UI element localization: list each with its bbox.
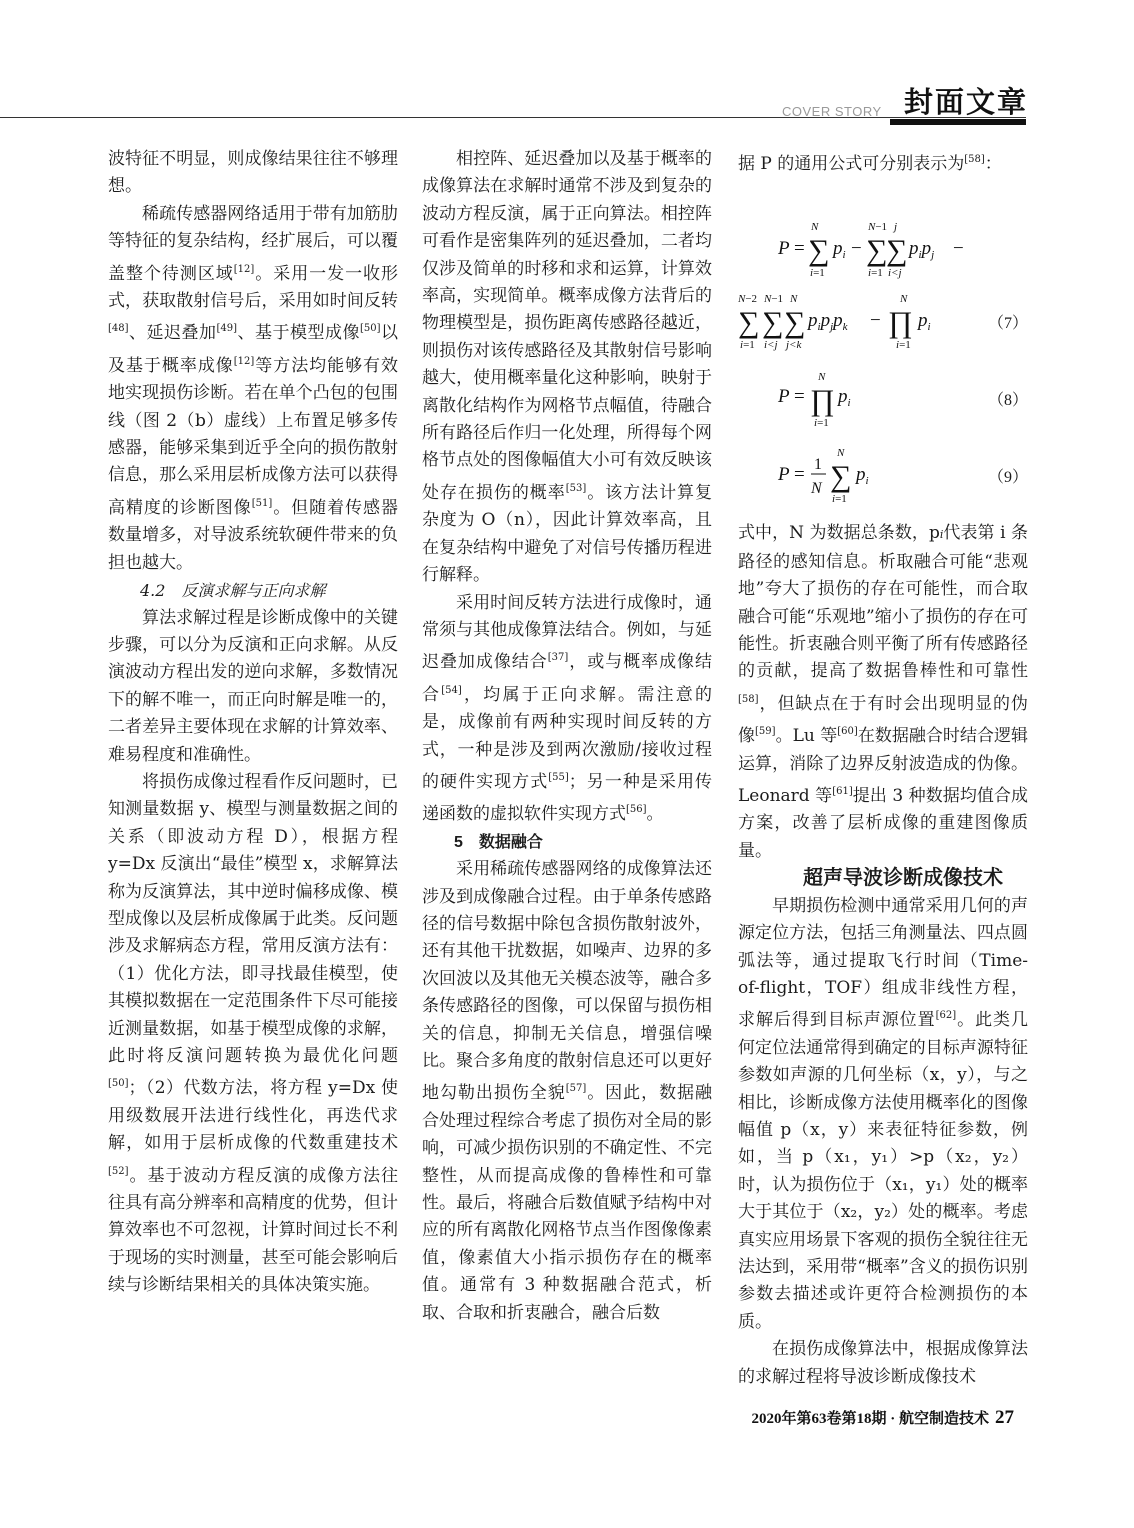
citation: [53] (565, 482, 587, 494)
citation: [49] (216, 323, 238, 335)
svg-text:N−1: N−1 (764, 293, 784, 306)
equation-block (738, 184, 1028, 516)
equation-number: （9） (987, 469, 1028, 487)
svg-text:i<j: i<j (888, 267, 902, 280)
svg-text:∏: ∏ (810, 384, 835, 418)
svg-text:∑: ∑ (886, 234, 908, 268)
paragraph (738, 893, 1028, 1337)
svg-text:N: N (837, 447, 845, 460)
text: 。 (646, 804, 664, 825)
svg-text:N: N (811, 221, 819, 234)
svg-text:pipj: $p_ip_j$ (909, 238, 935, 262)
equations-graphic (738, 184, 1028, 516)
text: ；另一种是采用传递函数的虚拟软件实现方式 (422, 771, 712, 825)
text: 。因此，数据融合处理过程综合考虑了损伤对全局的影响，可减少损伤识别的不确定性、不完整性，从而提高成像的鲁棒性和可靠性。最后，将融合后数值赋予结构中对应的所有离散化网格节点当作图像像素值，像素值大小指示损伤存在的概率值。通常有 3 种数据融合范式，析取、合取和折衷融合，融合后数 (422, 1083, 713, 1323)
section-heading: 5 数据融合 (454, 833, 543, 851)
svg-text:−: − (870, 310, 881, 332)
citation: [54] (441, 684, 462, 696)
citation: [12] (233, 355, 255, 367)
citation: [51] (251, 497, 273, 509)
citation: [50] (359, 323, 381, 335)
citation: [12] (233, 263, 255, 275)
text: 采用稀疏传感器网络的成像算法还涉及到成像融合过程。由于单条传感路径的信号数据中除包含损伤散射波外，还有其他干扰数据，如噪声、边界的多次回波以及其他无关模态波等，融合多条传感路径的图像，可以保留与损伤相关的信息，抑制无关信息，增强信噪比。聚合多角度的散射信息还可以更好地勾勒出损伤全貌 (422, 859, 712, 1104)
text: 早期损伤检测中通常采用几何的声源定位方法，包括三角测量法、四点圆弧法等，通过提取飞行时间（Time-of-flight，TOF）组成非线性方程，求解后得到目标声源位置 (738, 895, 1028, 1031)
paragraph (108, 201, 398, 577)
text: ： (984, 154, 1002, 174)
citation: [62] (935, 1010, 957, 1022)
citation: [37] (547, 652, 569, 664)
paragraph (108, 605, 398, 769)
svg-text:j: j (894, 221, 898, 234)
citation: [59] (755, 726, 776, 738)
cover-story-label: COVER STORY (782, 104, 882, 119)
svg-text:N−2: N−2 (738, 293, 758, 306)
paragraph (108, 146, 398, 201)
citation: [48] (108, 323, 129, 335)
citation: [58] (738, 693, 759, 705)
paragraph (738, 1336, 1028, 1391)
text: 采用时间反转方法进行成像时，通常须与其他成像算法结合。例如，与延迟叠加成像结合 (422, 592, 712, 673)
journal-info: 2020年第63卷第18期 · 航空制造技术 (751, 1411, 989, 1427)
svg-text:N: N (900, 293, 908, 306)
text: 代表第 i 条路径的感知信息。析取融合可能“悲观地”夸大了损伤的存在可能性，而合取融合可能“乐观地”缩小了损伤的存在可能性。折衷融合则平衡了所有传感路径的贡献，提高了数据鲁棒性和可靠性 (738, 523, 1028, 682)
paragraph (422, 146, 712, 590)
svg-text:∑: ∑ (808, 234, 830, 268)
paragraph (422, 590, 712, 829)
text: ，均属于正向求解。需注意的是，成像前有两种实现时间反转的方式，一种是涉及到两次激励/接收过程的硬件实现方式 (422, 684, 713, 792)
text: 据 P 的通用公式可分别表示为 (738, 154, 965, 174)
text: 相控阵、延迟叠加以及基于概率的成像算法在求解时通常不涉及到复杂的波动方程反演，属于正向算法。相控阵可看作是密集阵列的延迟叠加，二者均仅涉及简单的时移和求和运算，计算效率高，实现简单。概率成像方法背后的物理模型是，损伤距离传感路径越近，则损伤对该传感路径及其散射信号影响越大，使用概率量化这种影响，映射于离散化结构作为网格节点幅值，待融合所有路径后作归一化处理，所得每个网格节点处的图像幅值大小可有效反映该处存在损伤的概率 (422, 149, 712, 503)
citation: [60] (837, 726, 858, 738)
svg-text:P: P (778, 464, 790, 486)
svg-text:∑: ∑ (784, 306, 806, 340)
svg-text:pi: $p_i$ (918, 310, 931, 334)
svg-text:∑: ∑ (866, 234, 888, 268)
svg-text:−: − (953, 238, 964, 260)
svg-text:i=1: i=1 (810, 267, 825, 280)
text: 以及基于概率成像 (108, 323, 399, 376)
text: 稀疏传感器网络适用于带有加筋肋等特征的复杂结构，经扩展后，可以覆盖整个待测区域 (108, 203, 398, 284)
svg-text:i<j: i<j (764, 339, 778, 352)
citation: [52] (108, 1165, 129, 1177)
text: 提出 3 种数据均值合成方案，改善了层析成像的重建图像质量。 (738, 786, 1028, 861)
svg-text:pi: $p_i$ (838, 386, 851, 410)
svg-text:P: P (778, 386, 790, 408)
paragraph (422, 856, 712, 1327)
text: 等方法均能够有效地实现损伤诊断。若在单个凸包的包围线（图 2（b）虚线）上布置足够多传感器，能够采集到近乎全向的损伤散射信息，那么采用层析成像方法可以获得高精度的诊断图像 (108, 355, 399, 518)
text: 在损伤成像算法中，根据成像算法的求解过程将导波诊断成像技术 (738, 1339, 1028, 1387)
svg-text:j<k: j<k (786, 339, 802, 352)
text: 在数据融合时结合逻辑运算，消除了边界反射波造成的伪像。Leonard 等 (738, 726, 1028, 807)
text: 。但随着传感器数量增多，对导波系统软硬件带来的负担也越大。 (108, 497, 399, 573)
svg-text:i=1: i=1 (814, 417, 829, 430)
svg-text:∏: ∏ (888, 306, 913, 340)
section-title: 封面文章 (904, 85, 1029, 119)
svg-text:i=1: i=1 (868, 267, 883, 280)
section-heading: 超声导波诊断成像技术 (803, 867, 1003, 890)
paragraph (738, 146, 1028, 178)
citation: [50] (108, 1078, 129, 1090)
svg-text:∑: ∑ (762, 306, 784, 340)
svg-text:∑: ∑ (738, 306, 760, 340)
page-number: 27 (995, 1407, 1014, 1428)
svg-text:N: N (790, 293, 798, 306)
text: 、延迟叠加 (128, 323, 217, 344)
text: 。该方法计算复杂度为 O（n），因此计算效率高，且在复杂结构中避免了对信号传播历程进行解释。 (422, 482, 713, 586)
svg-text:=: = (794, 238, 805, 260)
svg-text:N: N (811, 480, 822, 498)
page-footer (751, 1407, 1014, 1429)
column-1 (108, 146, 398, 1300)
svg-text:N−1: N−1 (868, 221, 888, 234)
svg-text:−: − (851, 238, 862, 260)
text: ，但缺点在于有时会出现明显的伪像 (738, 693, 1028, 747)
svg-text:P: P (778, 238, 790, 260)
svg-text:pi: $p_i$ (856, 464, 869, 488)
text: 波特征不明显，则成像结果往往不够理想。 (108, 149, 398, 197)
text: 。基于波动方程反演的成像方法往往具有高分辨率和高精度的优势，但计算效率也不可忽视，计算时间过长不利于现场的实时测量，甚至可能会影响后续与诊断结果相关的具体决策实施。 (108, 1165, 398, 1296)
text: 。Lu 等 (775, 726, 838, 747)
citation: [56] (626, 804, 647, 816)
svg-text:1: 1 (814, 456, 822, 474)
subsection-heading: 4.2 反演求解与正向求解 (140, 581, 326, 601)
paragraph (738, 520, 1028, 865)
column-2 (422, 146, 712, 1327)
paragraph (108, 769, 398, 1300)
svg-text:=: = (794, 386, 805, 408)
citation: [55] (548, 771, 569, 783)
text: 。采用一发一收形式，获取散射信号后，采用如时间反转 (108, 263, 399, 312)
text: ，或与概率成像结合 (422, 652, 713, 705)
svg-text:pipjpk: $p_ip_jp_k$ (808, 310, 848, 334)
citation: [57] (565, 1083, 587, 1095)
svg-text:i=1: i=1 (740, 339, 755, 352)
citation: [58] (964, 154, 985, 165)
svg-text:i=1: i=1 (832, 493, 847, 506)
equation-number: （7） (987, 315, 1028, 333)
text: 算法求解过程是诊断成像中的关键步骤，可以分为反演和正向求解。从反演波动方程出发的逆向求解，多数情况下的解不唯一，而正向时解是唯一的，二者差异主要体现在求解的计算效率、难易程度和准确性。 (108, 607, 398, 765)
equation-number: （8） (987, 392, 1028, 410)
text: 式中，N 为数据总条数，p (738, 523, 940, 544)
text: ；（2）代数方法，将方程 y=Dx 使用级数展开法进行线性化，再迭代求解，如用于层析成像的代数重建技术 (108, 1078, 398, 1154)
text: 将损伤成像过程看作反问题时，已知测量数据 y、模型与测量数据之间的关系（即波动方程 D），根据方程 y=Dx 反演出“最佳”模型 x，求解算法称为反演算法，其中逆时偏移成像、模型成像以及层析成像属于此类。反问题涉及求解病态方程，常用反演方法有：（1）优化方法，即寻找最佳模型，使其模拟数据在一定范围条件下尽可能接近测量数据，如基于模型成像的求解，此时将反演问题转换为最优化问题 (108, 771, 398, 1066)
svg-text:∑: ∑ (830, 460, 852, 494)
svg-text:=: = (794, 464, 805, 486)
svg-text:pi: $p_i$ (833, 238, 846, 262)
text: 、基于模型成像 (237, 323, 360, 344)
citation: [61] (832, 786, 853, 798)
subscript: i (939, 528, 944, 542)
text: 。此类几何定位法通常得到确定的目标声源特征参数如声源的几何坐标（x，y），与之相比，诊断成像方法使用概率化的图像幅值 p（x，y）来表征特征参数，例如，当 p（x₁，y₁）>p（x₂，y₂）时，认为损伤位于（x₁，y₁）处的概率大于其位于（x₂，y₂）处的概率。考虑真实应用场景下客观的损伤全貌往往无法达到，采用带“概率”含义的损伤识别参数去描述或许更符合检测损伤的本质。 (738, 1010, 1029, 1332)
svg-text:N: N (818, 371, 826, 384)
svg-text:i=1: i=1 (896, 339, 911, 352)
column-3 (738, 146, 1028, 1391)
